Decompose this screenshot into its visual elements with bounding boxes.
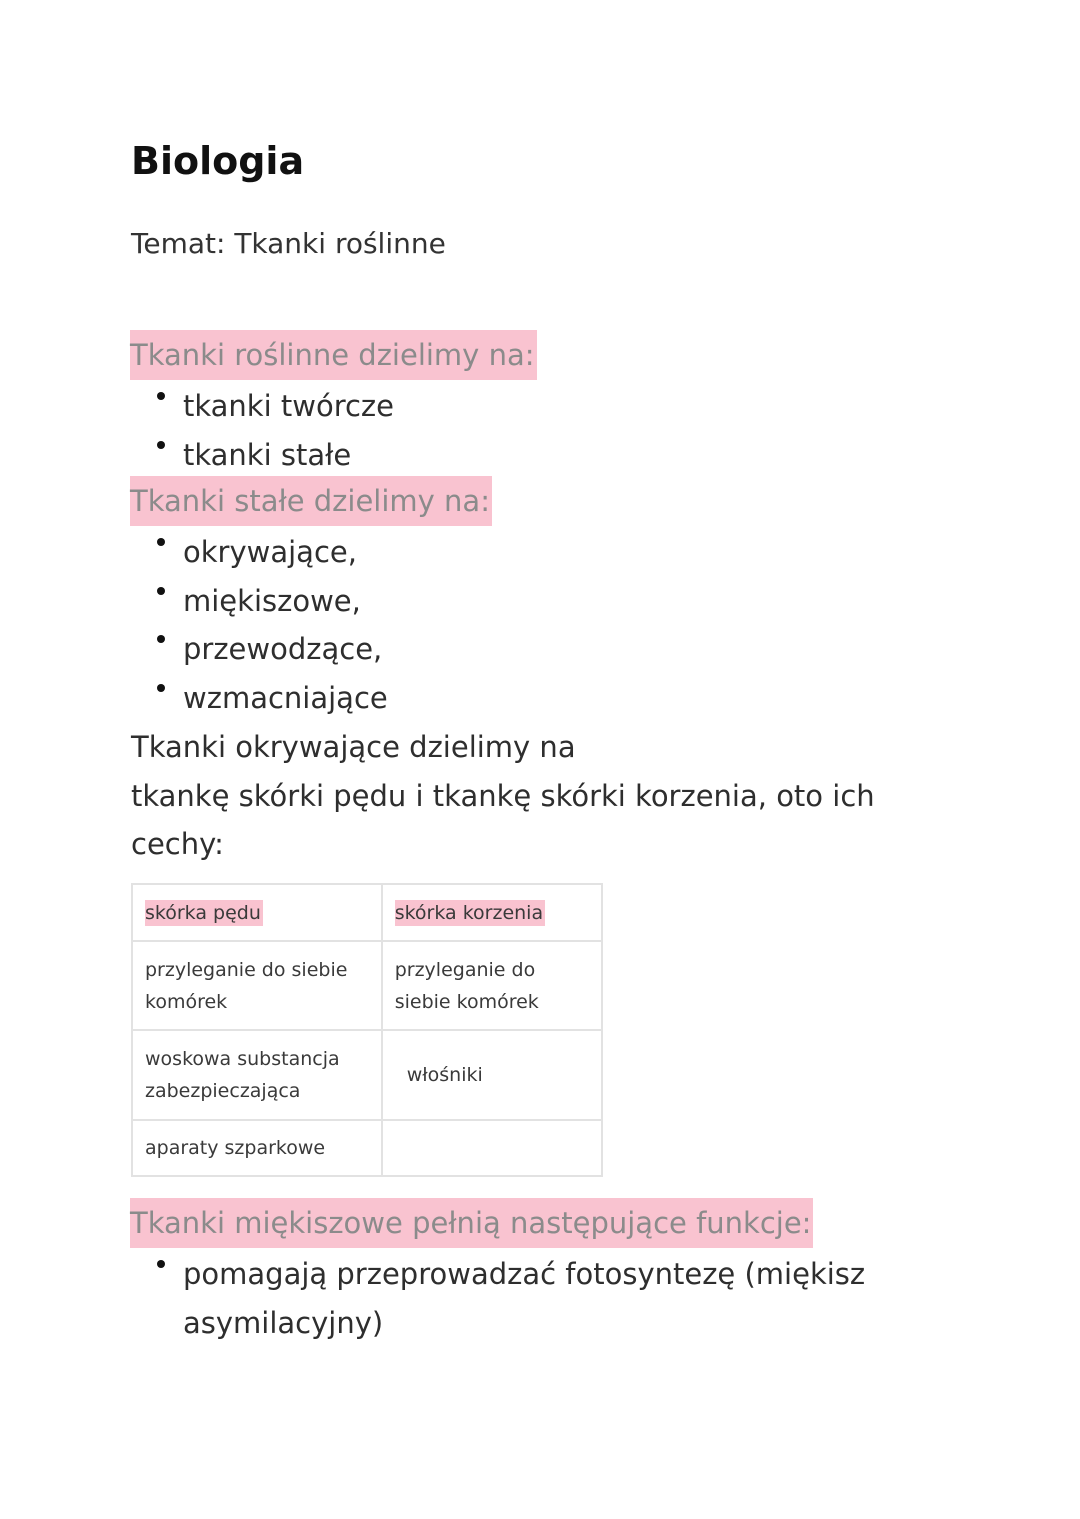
header-label: skórka pędu bbox=[145, 901, 261, 924]
table-cell: woskowa substancja zabezpieczająca bbox=[132, 1030, 382, 1120]
bullet-icon bbox=[157, 587, 165, 595]
table-cell: aparaty szparkowe bbox=[132, 1120, 382, 1176]
table-header-cell bbox=[382, 884, 602, 941]
list-item: tkanki twórcze bbox=[0, 382, 394, 431]
page-title: Biologia bbox=[131, 139, 305, 183]
section-heading-parenchyma-functions: Tkanki miękiszowe pełnią następujące funkcje: bbox=[130, 1198, 813, 1248]
bullet-icon bbox=[157, 1260, 165, 1268]
list-item: miękiszowe, bbox=[0, 577, 388, 626]
list-item: tkanki stałe bbox=[0, 431, 394, 480]
table-cell: przyleganie do siebie komórek bbox=[132, 941, 382, 1030]
bullet-icon bbox=[157, 392, 165, 400]
table-row bbox=[132, 941, 602, 1030]
table-header-cell bbox=[132, 884, 382, 941]
list-item: pomagają przeprowadzać fotosyntezę (miękisz asymilacyjny) bbox=[0, 1250, 873, 1347]
permanent-tissues-list bbox=[0, 528, 388, 722]
table-cell: przyleganie do siebie komórek bbox=[382, 941, 602, 1030]
list-item: okrywające, bbox=[0, 528, 388, 577]
plant-tissues-list bbox=[0, 382, 394, 479]
table-row bbox=[132, 1120, 602, 1176]
list-item: wzmacniające bbox=[0, 674, 388, 723]
table-row bbox=[132, 1030, 602, 1120]
parenchyma-functions-list bbox=[0, 1250, 873, 1347]
table-cell: włośniki bbox=[382, 1030, 602, 1120]
section-heading-plant-tissues: Tkanki roślinne dzielimy na: bbox=[130, 330, 537, 380]
list-item: przewodzące, bbox=[0, 625, 388, 674]
topic-subtitle: Temat: Tkanki roślinne bbox=[131, 227, 446, 260]
tissue-features-table bbox=[131, 883, 603, 1177]
paragraph-line: tkankę skórki pędu i tkankę skórki korzenia, oto ich bbox=[131, 779, 875, 813]
paragraph-line: cechy: bbox=[131, 827, 224, 861]
paragraph-line: Tkanki okrywające dzielimy na bbox=[131, 730, 576, 764]
section-heading-permanent-tissues: Tkanki stałe dzielimy na: bbox=[130, 476, 492, 526]
bullet-icon bbox=[157, 538, 165, 546]
bullet-icon bbox=[157, 441, 165, 449]
header-label: skórka korzenia bbox=[394, 901, 544, 924]
bullet-icon bbox=[157, 635, 165, 643]
table-cell bbox=[382, 1120, 602, 1176]
bullet-icon bbox=[157, 684, 165, 692]
table-header-row bbox=[132, 884, 602, 941]
